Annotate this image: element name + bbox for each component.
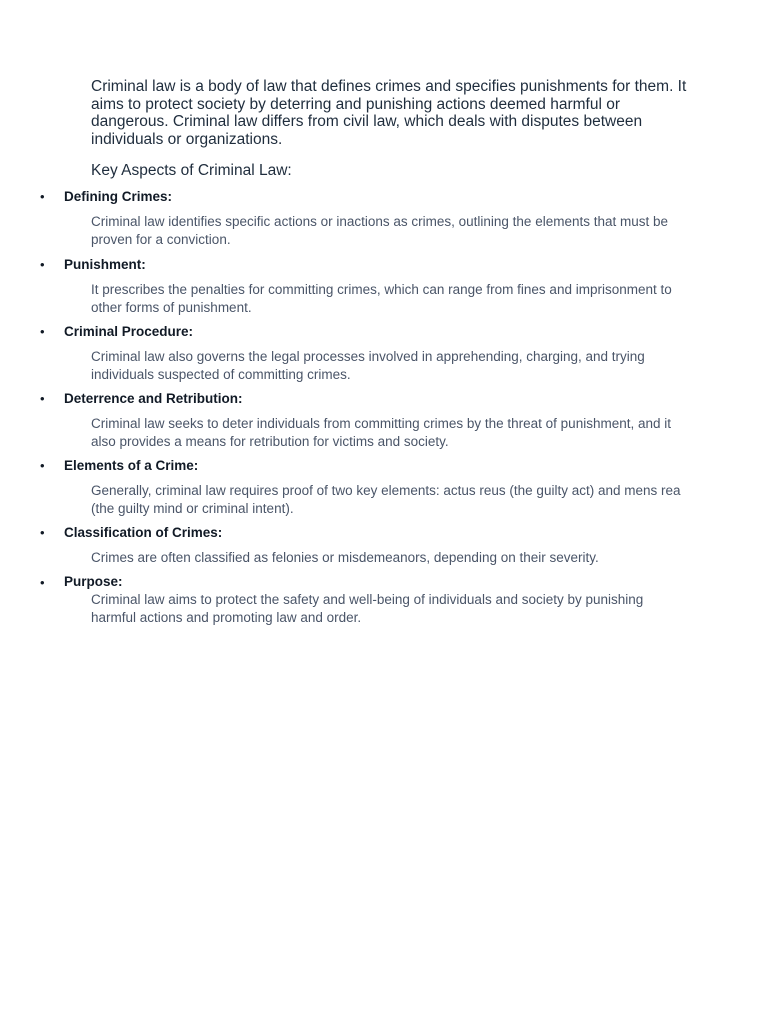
aspect-item-defining-crimes (0, 187, 768, 255)
intro-paragraph: Criminal law is a body of law that defines crimes and specifies punishments for them. It aims to protect society by deterring and punishing actions deemed harmful or dangerous. Criminal law differs from civil law, which deals with disputes between individuals or organizations. (91, 78, 687, 148)
bullet-icon: • (40, 575, 45, 590)
aspect-title: Elements of a Crime: (64, 458, 199, 473)
key-aspects-heading: Key Aspects of Criminal Law: (91, 162, 292, 179)
key-aspects-list (0, 187, 768, 633)
aspect-item-classification (0, 523, 768, 573)
aspect-title: Defining Crimes: (64, 189, 173, 204)
aspect-item-purpose (0, 573, 768, 633)
aspect-title: Criminal Procedure: (64, 324, 194, 339)
aspect-item-elements-of-crime (0, 456, 768, 523)
aspect-item-deterrence-retribution (0, 389, 768, 456)
aspect-description: Criminal law also governs the legal processes involved in apprehending, charging, and trying individuals suspected of committing crimes. (91, 349, 645, 382)
aspect-item-punishment (0, 255, 768, 322)
bullet-icon: • (40, 458, 45, 473)
bullet-icon: • (40, 391, 45, 406)
aspect-title: Deterrence and Retribution: (64, 391, 243, 406)
aspect-title: Classification of Crimes: (64, 525, 223, 540)
aspect-description: Crimes are often classified as felonies or misdemeanors, depending on their severity. (91, 550, 599, 565)
aspect-title: Punishment: (64, 257, 146, 272)
aspect-title: Purpose: (64, 574, 123, 589)
bullet-icon: • (40, 257, 45, 272)
aspect-description: Criminal law identifies specific actions or inactions as crimes, outlining the elements that must be proven for a conviction. (91, 214, 669, 247)
aspect-description: Criminal law seeks to deter individuals from committing crimes by the threat of punishment, and it also provides a means for retribution for victims and society. (91, 416, 671, 449)
bullet-icon: • (40, 189, 45, 204)
bullet-icon: • (40, 324, 45, 339)
aspect-description: Criminal law aims to protect the safety and well-being of individuals and society by punishing harmful actions and promoting law and order. (91, 592, 644, 625)
aspect-item-criminal-procedure (0, 322, 768, 389)
bullet-icon: • (40, 525, 45, 540)
aspect-description: It prescribes the penalties for committing crimes, which can range from fines and imprisonment to other forms of punishment. (91, 282, 672, 315)
aspect-description: Generally, criminal law requires proof of two key elements: actus reus (the guilty act) and mens rea (the guilty mind or criminal intent). (91, 483, 681, 516)
